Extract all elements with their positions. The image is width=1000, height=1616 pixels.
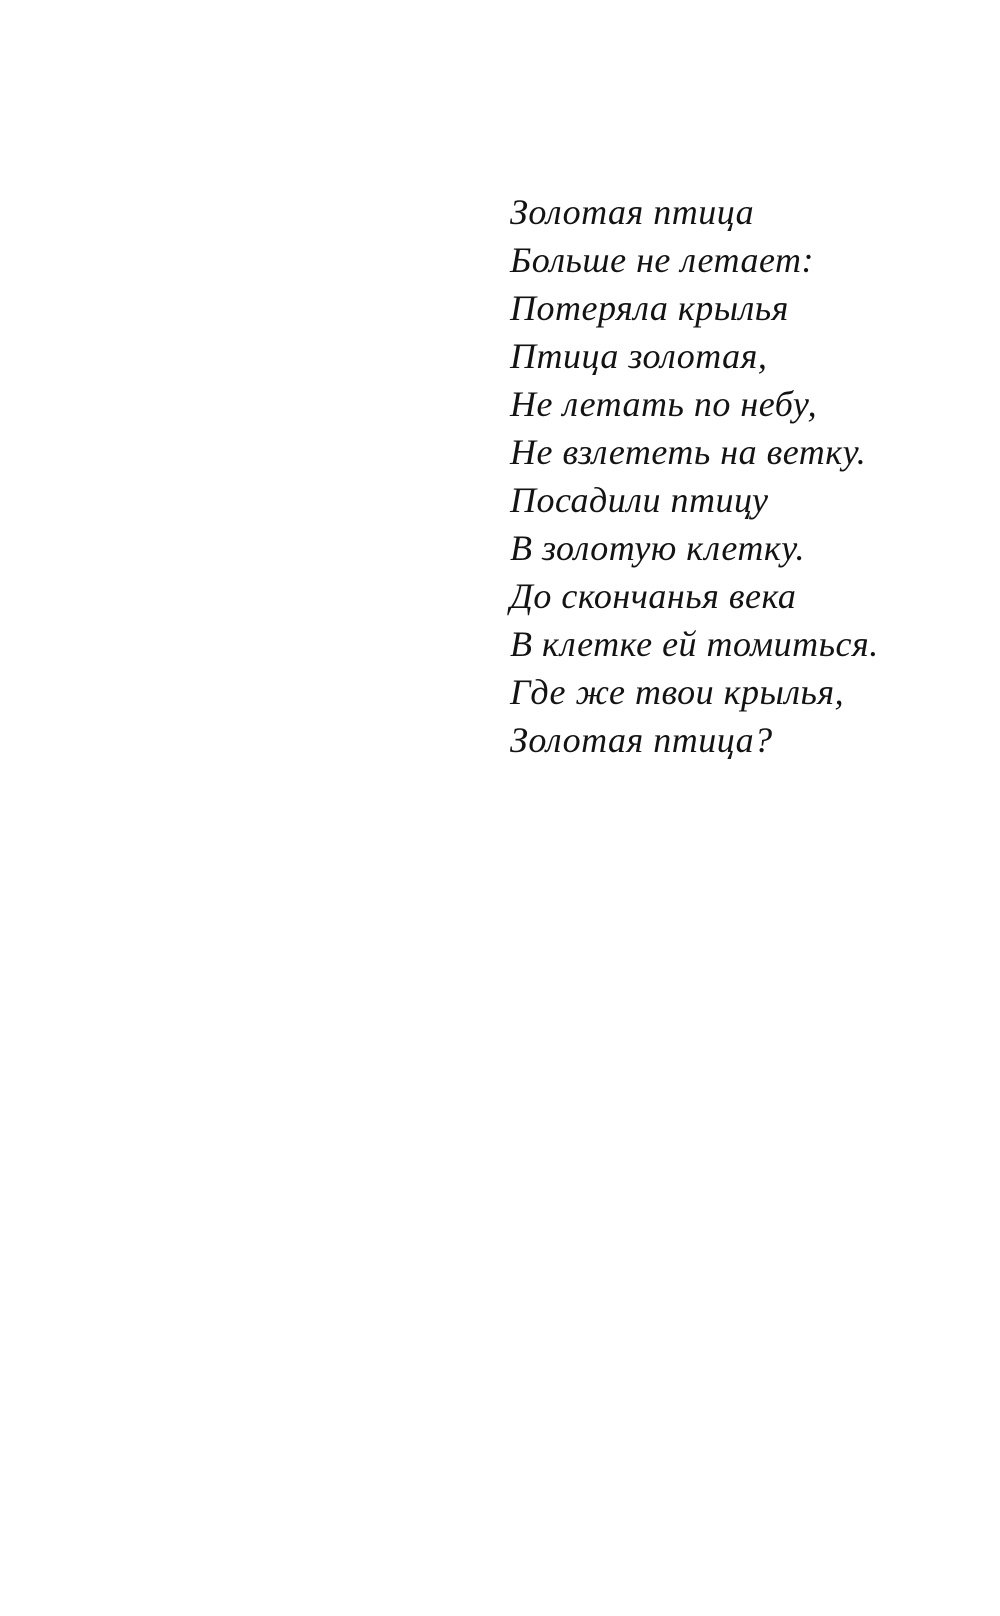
poem-line: Птица золотая,	[510, 336, 768, 376]
poem-line: Золотая птица	[510, 192, 755, 232]
poem-line: Золотая птица?	[510, 720, 773, 760]
poem-line: Не взлететь на ветку.	[510, 432, 867, 472]
poem-line: Потеряла крылья	[510, 288, 789, 328]
poem-line: Больше не летает:	[510, 240, 814, 280]
poem-line: В клетке ей томиться.	[510, 624, 879, 664]
poem-text-block	[510, 188, 879, 764]
poem-line: Посадили птицу	[510, 480, 769, 520]
poem-line: До скончанья века	[510, 576, 797, 616]
poem-line: Не летать по небу,	[510, 384, 818, 424]
poem-line: Где же твои крылья,	[510, 672, 845, 712]
poem-line: В золотую клетку.	[510, 528, 805, 568]
